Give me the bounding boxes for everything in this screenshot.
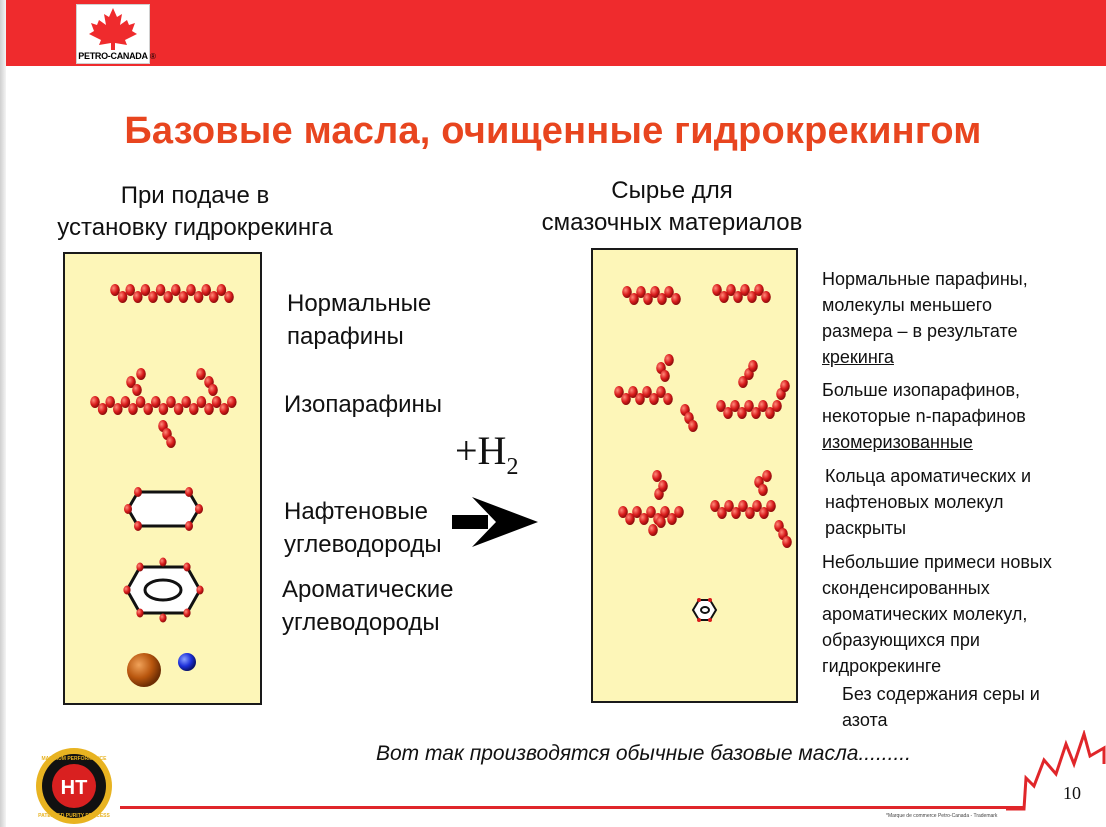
trademark-note: *Marque de commerce Petro-Canada - Trademark [886, 813, 998, 819]
feed-molecules-panel [63, 252, 262, 705]
left-heading [20, 180, 370, 244]
isoparaffin-molecule [90, 368, 236, 448]
carbon-atom-icon [123, 586, 130, 595]
left-heading-line1: При подаче в [120, 182, 270, 209]
carbon-atom-icon [664, 354, 674, 366]
maple-leaf-outline-icon [1004, 730, 1106, 827]
carbon-atom-icon [159, 614, 166, 623]
carbon-atom-icon [658, 480, 668, 492]
carbon-atom-icon [660, 370, 670, 382]
right-heading-line1: Сырье для [611, 177, 733, 204]
logo-text: PETRO-CANADA [78, 51, 148, 61]
carbon-atom-icon [196, 586, 203, 595]
svg-text:PATENTED PURITY PROCESS: PATENTED PURITY PROCESS [38, 813, 110, 819]
carbon-atom-icon [136, 563, 143, 572]
maximum-performance-seal-icon [33, 746, 115, 826]
carbon-atom-icon [758, 484, 768, 496]
carbon-atom-icon [780, 380, 790, 392]
carbon-atom-icon [136, 609, 143, 618]
note-condensed-aromatics: Небольшие примеси новых сконденсированных ароматических молекул, образующихся при гидрокрекинге [822, 552, 1052, 676]
slide-caption: Вот так производятся обычные базовые масла......... [376, 742, 911, 765]
feed-molecules-diagram [65, 254, 260, 703]
carbon-atom-icon [748, 360, 758, 372]
svg-text:MAXIMUM PERFORMANCE: MAXIMUM PERFORMANCE [41, 756, 107, 762]
carbon-atom-icon [134, 521, 142, 531]
reaction-arrow-icon [452, 497, 540, 547]
right-heading-line2: смазочных материалов [541, 209, 803, 236]
note-normal-paraffins: Нормальные парафины, молекулы меньшего размера – в результате крекинга [822, 269, 1028, 367]
note-rings-opened: Кольца ароматических и нафтеновых молекул раскрыты [825, 466, 1031, 538]
carbon-atom-icon [196, 368, 206, 380]
carbon-atom-icon [227, 396, 237, 408]
carbon-atom-icon [663, 393, 673, 405]
opened-ring-molecule-b [710, 470, 792, 548]
note-no-sulfur-nitrogen: Без содержания серы и азота [842, 684, 1040, 730]
carbon-atom-icon [124, 504, 132, 514]
carbon-atom-icon [185, 521, 193, 531]
page-number: 10 [1063, 783, 1081, 803]
sulfur-atom-icon [127, 653, 161, 687]
carbon-atom-icon [671, 293, 681, 305]
normal-paraffin-molecule [110, 284, 234, 303]
left-heading-line2: установку гидрокрекинга [57, 214, 333, 241]
opened-ring-molecule-a [618, 470, 684, 536]
slide-title: Базовые масла, очищенные гидрокрекингом [124, 110, 982, 152]
carbon-atom-icon [159, 558, 166, 567]
carbon-atom-icon [183, 563, 190, 572]
carbon-atom-icon [195, 504, 203, 514]
carbon-atom-icon [224, 291, 234, 303]
footer-line [120, 806, 1024, 809]
note-isoparaffins: Больше изопарафинов, некоторые n-парафинов изомеризованные [822, 380, 1026, 452]
hydrogen-label: $+H_2$ [455, 428, 519, 480]
carbon-atom-icon [766, 500, 776, 512]
right-heading [497, 175, 847, 239]
carbon-atom-icon [166, 436, 176, 448]
petro-canada-logo [76, 4, 150, 64]
label-aromatics: Ароматические углеводороды [282, 576, 454, 636]
carbon-atom-icon [656, 516, 666, 528]
carbon-atom-icon [688, 420, 698, 432]
carbon-atom-icon [782, 536, 792, 548]
short-paraffin-molecule-b [712, 284, 771, 303]
carbon-atom-icon [652, 470, 662, 482]
label-normal-paraffins: Нормальные парафины [287, 290, 432, 350]
maple-leaf-icon [77, 5, 149, 51]
label-isoparaffins: Изопарафины [284, 391, 443, 418]
header-bar [6, 0, 1106, 66]
aromatic-molecule [123, 558, 203, 623]
carbon-atom-icon [136, 368, 146, 380]
label-naphthenes: Нафтеновые углеводороды [284, 498, 442, 558]
carbon-atom-icon [185, 487, 193, 497]
carbon-atom-icon [183, 609, 190, 618]
carbon-atom-icon [132, 384, 142, 396]
logo-registered-mark: ® [150, 52, 156, 61]
product-molecules-panel [591, 248, 798, 703]
carbon-atom-icon [762, 470, 772, 482]
nitrogen-atom-icon [178, 653, 196, 671]
isomerized-molecule-b [716, 360, 790, 419]
svg-text:HT: HT [60, 777, 88, 799]
carbon-atom-icon [772, 400, 782, 412]
carbon-atom-icon [674, 506, 684, 518]
short-paraffin-molecule-a [622, 286, 681, 305]
product-molecules-diagram [593, 250, 796, 701]
carbon-atom-icon [134, 487, 142, 497]
isomerized-molecule-a [614, 354, 698, 432]
condensed-aromatic-molecule [693, 598, 716, 622]
naphthene-molecule [124, 487, 203, 531]
carbon-atom-icon [761, 291, 771, 303]
carbon-atom-icon [648, 524, 658, 536]
carbon-atom-icon [208, 384, 218, 396]
